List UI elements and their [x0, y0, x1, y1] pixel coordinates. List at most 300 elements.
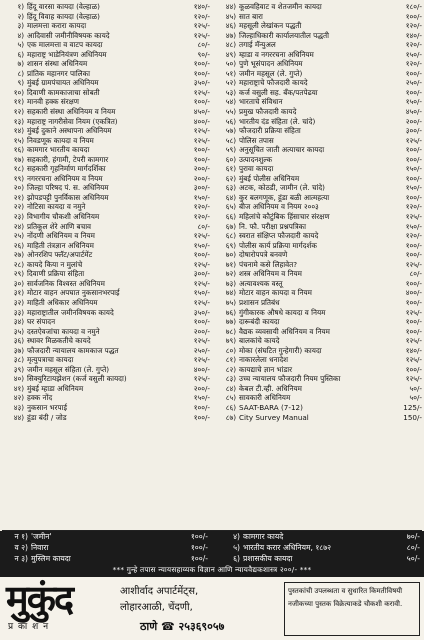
book-row	[2, 222, 210, 232]
book-row	[214, 308, 422, 318]
book-row	[214, 126, 422, 136]
book-price: १००/-	[193, 97, 210, 107]
book-row	[214, 288, 422, 298]
book-title: मोटार वाहन कायदा व नियम	[239, 288, 312, 298]
book-row	[214, 31, 422, 41]
book-price: १००/-	[193, 412, 210, 422]
book-list-right-column	[214, 2, 422, 530]
book-row	[214, 97, 422, 107]
book-row	[2, 355, 210, 365]
book-price: १५०/-	[193, 393, 210, 403]
book-price: १२५/-	[193, 87, 210, 97]
book-title: नोंदणी अधिनियम व नियम	[27, 231, 95, 241]
book-number: ५)	[17, 40, 24, 50]
book-row	[214, 393, 422, 403]
book-title: महिलांचे कौटुंबिक हिंसाचार संरक्षण	[239, 212, 330, 222]
book-number: १७)	[13, 154, 24, 164]
book-row	[2, 413, 210, 423]
book-price: १२०/-	[193, 202, 210, 212]
book-title: हुंडा बंदी / जोड	[27, 412, 67, 422]
book-row	[214, 403, 422, 413]
book-number: ६७)	[225, 221, 236, 231]
book-title: तगाई मॅन्युअल	[239, 40, 276, 50]
book-title: भारतीय दंड संहिता (ले. चांदे)	[239, 116, 316, 126]
book-price: १२०/-	[405, 59, 422, 69]
book-price: ३५०/-	[193, 307, 210, 317]
book-number: ५७)	[225, 126, 236, 136]
book-number: ६४)	[225, 192, 236, 202]
book-price: २५०/-	[405, 78, 422, 88]
book-price: १२५/-	[405, 135, 422, 145]
book-row	[214, 136, 422, 146]
book-number: ८६)	[225, 402, 236, 412]
special-book-number: ६)	[233, 554, 240, 563]
special-book-title: मुस्लिम कायदा	[31, 554, 71, 563]
book-price: ४००/-	[193, 116, 210, 126]
book-price: १५०/-	[405, 221, 422, 231]
book-number: ४६)	[225, 21, 236, 31]
book-title: महाराष्ट्राचे फौजदारी कायदे	[239, 78, 308, 88]
book-title: सहकारी संस्था अधिनियम व नियम	[27, 107, 116, 117]
book-row	[214, 365, 422, 375]
special-book-price: १००/-	[190, 543, 208, 552]
book-title: पुणे भूसंपादन अधिनियम	[239, 59, 303, 69]
book-price: १५०/-	[193, 240, 210, 250]
book-title: सावकारी अधिनियम	[239, 393, 291, 403]
book-price: ८०/-	[197, 221, 210, 231]
book-price: १००/-	[405, 364, 422, 374]
book-price: २००/-	[193, 173, 210, 183]
book-number: ४५)	[225, 11, 236, 21]
book-number: ५१)	[225, 68, 236, 78]
book-title: प्रतिकूल शेरे आणि बचाव	[27, 221, 92, 231]
book-price: १००/-	[405, 240, 422, 250]
book-title: मुंबई ग्रामपंचायत अधिनियम	[27, 78, 99, 88]
book-title: अनुसूचित जाती अत्याचार कायदा	[239, 145, 325, 155]
book-row	[214, 250, 422, 260]
book-title: City Survey Manual	[239, 412, 309, 422]
special-book-row	[0, 553, 424, 564]
book-number: ३१)	[13, 288, 24, 298]
book-price: 125/-	[403, 402, 422, 412]
book-number: ८१)	[225, 355, 236, 365]
book-row	[2, 393, 210, 403]
book-number: ८२)	[225, 364, 236, 374]
book-row	[2, 384, 210, 394]
book-number: ५६)	[225, 116, 236, 126]
book-row	[2, 250, 210, 260]
book-price: १८०/-	[405, 2, 422, 11]
book-row	[214, 88, 422, 98]
book-row	[2, 308, 210, 318]
book-number: १२)	[13, 107, 24, 117]
book-title: निवडणूक कायदा व नियम	[27, 135, 94, 145]
book-number: ७०)	[225, 250, 236, 260]
book-price: ३००/-	[193, 183, 210, 193]
book-row	[2, 231, 210, 241]
book-row	[2, 269, 210, 279]
book-row	[214, 317, 422, 327]
book-number: १)	[17, 2, 24, 11]
book-title: पोलिस तपास	[239, 135, 274, 145]
book-title: दिवाणी कामकाजाचा सोबती	[27, 87, 100, 97]
book-price: १४०/-	[405, 345, 422, 355]
book-row	[2, 346, 210, 356]
book-number: ७३)	[225, 278, 236, 288]
book-number: ५२)	[225, 78, 236, 88]
book-number: ६२)	[225, 173, 236, 183]
book-price: २००/-	[193, 326, 210, 336]
book-price: ४५०/-	[193, 107, 210, 117]
book-number: १६)	[13, 145, 24, 155]
book-title: झोपडपट्टी पुनर्विकास अधिनियम	[27, 192, 109, 202]
book-row	[214, 155, 422, 165]
book-number: ६)	[17, 49, 24, 59]
book-number: ५४)	[225, 97, 236, 107]
book-number: २८)	[13, 259, 24, 269]
book-row	[2, 40, 210, 50]
publisher-phone: ठाणे ☎ २५३६९०५७	[140, 620, 225, 633]
book-row	[2, 21, 210, 31]
book-row	[214, 40, 422, 50]
book-title: सिक्युरिटायझेशन (कर्ज वसुली कायदा)	[27, 374, 127, 384]
book-title: सहकारी, हंगामी, टेपरी कामगार	[27, 154, 109, 164]
book-price: १२५/-	[193, 135, 210, 145]
book-title: सात बारा	[239, 11, 263, 21]
book-row	[2, 202, 210, 212]
book-price: १००/-	[193, 402, 210, 412]
book-row	[214, 212, 422, 222]
book-price: १२५/-	[193, 374, 210, 384]
book-number: ८)	[17, 68, 24, 78]
book-title: मुंबई पोलीस अधिनियम	[239, 173, 300, 183]
book-title: आदिवासी जमीनीविषयक कायदे	[27, 30, 110, 40]
book-title: दारूबंदी कायदा	[239, 317, 280, 327]
book-row	[214, 117, 422, 127]
book-price: ४५०/-	[405, 107, 422, 117]
book-row	[214, 107, 422, 117]
book-price: १२५/-	[405, 259, 422, 269]
book-row	[2, 374, 210, 384]
book-title: बीज अधिनियम व नियम २००३	[239, 202, 319, 212]
book-price: १००/-	[193, 250, 210, 260]
book-number: ८७)	[225, 412, 236, 422]
book-row	[2, 59, 210, 69]
book-price: ५०/-	[409, 383, 422, 393]
book-price: १००/-	[405, 154, 422, 164]
special-book-row	[0, 531, 424, 542]
book-price: १००/-	[405, 192, 422, 202]
book-title: घर संपादन	[27, 317, 56, 327]
special-book-left	[0, 542, 212, 553]
book-row	[2, 183, 210, 193]
book-number: ३)	[17, 21, 24, 31]
book-price: ८०/-	[197, 40, 210, 50]
book-row	[2, 212, 210, 222]
book-row	[2, 298, 210, 308]
book-row	[214, 222, 422, 232]
book-price: १४०/-	[405, 30, 422, 40]
book-row	[2, 107, 210, 117]
book-number: ७२)	[225, 269, 236, 279]
book-title: अटक, कोठडी, जामीन (ले. चांदे)	[239, 183, 325, 193]
book-number: २२)	[13, 202, 24, 212]
book-number: १०)	[13, 87, 24, 97]
book-row	[214, 164, 422, 174]
book-row	[2, 145, 210, 155]
book-row	[2, 317, 210, 327]
book-price: १००/-	[193, 145, 210, 155]
book-number: ४३)	[13, 402, 24, 412]
book-number: ३६)	[13, 336, 24, 346]
book-row	[214, 279, 422, 289]
book-title: हक्क नोंद	[27, 393, 53, 403]
book-number: २०)	[13, 183, 24, 193]
book-price: ८०/-	[409, 269, 422, 279]
book-number: ६०)	[225, 154, 236, 164]
book-row	[2, 365, 210, 375]
book-price: १२५/-	[405, 212, 422, 222]
book-row	[2, 136, 210, 146]
book-price: १००/-	[193, 317, 210, 327]
book-title: कायद्याचे ज्ञान भांडार	[239, 364, 293, 374]
book-row	[2, 88, 210, 98]
book-title: विभागीय चौकशी अधिनियम	[27, 212, 100, 222]
book-number: २९)	[13, 269, 24, 279]
book-number: २७)	[13, 250, 24, 260]
special-book-right	[212, 553, 424, 564]
book-number: ८४)	[225, 383, 236, 393]
book-title: एक मालमत्ता व वाटप कायदा	[27, 40, 103, 50]
book-title: कूळवहिवाट व शेतजमीन कायदा	[239, 2, 322, 11]
book-title: मृत्युपत्राचा कायदा	[27, 355, 74, 365]
book-price: ९०/-	[197, 49, 210, 59]
book-title: SAAT-BARA (7-12)	[239, 402, 303, 412]
book-price: 150/-	[403, 412, 422, 422]
book-title: अत्यावश्यक वस्तू	[239, 278, 283, 288]
book-price: १२५/-	[405, 355, 422, 365]
special-book-footer: *** गुन्हे तपास न्यायसहाय्यक विज्ञान आणि न्यायवैद्यकशास्त्र २००/- ***	[112, 565, 312, 574]
book-price: ३००/-	[405, 126, 422, 136]
special-book-price: १००/-	[190, 554, 208, 563]
book-price: १००/-	[193, 68, 210, 78]
book-price: १००/-	[405, 11, 422, 21]
book-number: ३५)	[13, 326, 24, 336]
book-price: १५०/-	[405, 49, 422, 59]
book-price: १२५/-	[405, 336, 422, 346]
book-title: दस्तऐवजांचा कायदा व नमुने	[27, 326, 100, 336]
book-row	[214, 193, 422, 203]
book-number: ५५)	[225, 107, 236, 117]
book-number: २६)	[13, 240, 24, 250]
book-title: स्वरात संक्षिप्त फौजदारी कायदे	[239, 231, 319, 241]
book-row	[214, 59, 422, 69]
book-title: ओनरशिप फ्लॅट/अपार्टमेंट	[27, 250, 93, 260]
book-row	[214, 145, 422, 155]
book-title: मोका (संघटित गुन्हेगारी) कायदा	[239, 345, 322, 355]
book-title: म्हाडा व नगररचना अधिनियम	[239, 49, 314, 59]
book-number: ६१)	[225, 164, 236, 174]
book-price: १२५/-	[193, 30, 210, 40]
book-title: नि. फौ. परीक्षा प्रश्नपत्रिका	[239, 221, 307, 231]
book-title: हिंदू वारसा कायदा (वेल्हाळ)	[27, 2, 100, 11]
book-number: २४)	[13, 221, 24, 231]
book-title: स्थावर मिळकतीचे कायदे	[27, 336, 91, 346]
publisher-address-line1: आशीर्वाद अपार्टमेंट्स,	[120, 586, 199, 597]
book-price: १२५/-	[193, 278, 210, 288]
book-number: ७४)	[225, 288, 236, 298]
book-row	[214, 355, 422, 365]
publisher-subtitle: प्र का श न	[8, 622, 50, 632]
book-list-left-column	[2, 2, 210, 530]
book-title: सार्वजनिक विश्वस्त अधिनियम	[27, 278, 105, 288]
book-number: ६८)	[225, 231, 236, 241]
book-row	[2, 241, 210, 251]
special-book-row	[0, 542, 424, 553]
publisher-logo: मुकुंद	[6, 576, 73, 621]
book-price: ५०/-	[409, 393, 422, 403]
book-row	[2, 69, 210, 79]
book-row	[2, 117, 210, 127]
book-price: १००/-	[405, 326, 422, 336]
book-price: १२५/-	[193, 297, 210, 307]
book-price: १५०/-	[193, 192, 210, 202]
book-price: १५०/-	[405, 97, 422, 107]
book-number: १८)	[13, 164, 24, 174]
book-title: उत्पादनशुल्क	[239, 154, 273, 164]
book-row	[214, 374, 422, 384]
book-title: प्रशासन प्रतिबंध	[239, 297, 280, 307]
book-row	[2, 155, 210, 165]
book-title: हिंदू विवाह कायदा (वेल्हाळ)	[27, 11, 100, 21]
book-title: गुंगीकारक औषधे कायदा व नियम	[239, 307, 326, 317]
book-price: ३५०/-	[193, 78, 210, 88]
book-number: ३८)	[13, 355, 24, 365]
book-number: ३३)	[13, 307, 24, 317]
book-number: ४७)	[225, 30, 236, 40]
book-number: ६३)	[225, 183, 236, 193]
book-number: १४)	[13, 126, 24, 136]
special-book-left	[0, 553, 212, 564]
book-title: कायदे किया न मुलांचे	[27, 259, 83, 269]
book-row	[214, 12, 422, 22]
book-title: महाराष्ट्रातील जमीनविषयक कायदे	[27, 307, 114, 317]
special-book-price: ८०/-	[406, 543, 420, 552]
book-title: नाकारलेला धनादेश	[239, 355, 289, 365]
book-price: ४००/-	[405, 288, 422, 298]
book-row	[2, 288, 210, 298]
book-title: प्रमुख फौजदारी कायदे	[239, 107, 297, 117]
book-price: १००/-	[405, 297, 422, 307]
special-book-title: कामगार कायदे	[243, 532, 284, 541]
book-title: प्रांतिक महानगर पालिका	[27, 68, 91, 78]
book-price: १२५/-	[193, 259, 210, 269]
book-price: १००/-	[405, 250, 422, 260]
book-price: १२५/-	[193, 231, 210, 241]
book-title: महाराष्ट्र नागरीसेवा नियम (एकत्रित)	[27, 116, 118, 126]
book-price: १२५/-	[405, 307, 422, 317]
book-number: ७७)	[225, 317, 236, 327]
availability-note: पुस्तकांची उपलब्धता व सुधारित किमतीविषयी नजीकच्या पुस्तक विक्रेत्याकडे चौकशी करावी.	[284, 582, 420, 636]
book-price: १००/-	[405, 278, 422, 288]
book-title: सहकारी गृहनिर्माण मार्गदर्शिका	[27, 164, 106, 174]
book-title: महाराष्ट्र भाडेनियंत्रण अधिनियम	[27, 49, 107, 59]
book-price: १००/-	[193, 59, 210, 69]
book-price: १२०/-	[193, 212, 210, 222]
book-title: कामगार भारतीय कायदा	[27, 145, 90, 155]
book-price: १२५/-	[405, 374, 422, 384]
book-title: माहिती तंत्रज्ञान अधिनियम	[27, 240, 94, 250]
special-book-title: भारतीय करार अधिनियम, १८७२	[243, 543, 332, 552]
book-row	[214, 327, 422, 337]
book-title: उच्च न्यायालय फौजदारी नियम पुस्तिका	[239, 374, 341, 384]
book-title: पंचनामे कसे लिहावेत?	[239, 259, 298, 269]
book-title: कुर बलगणूक, हुंडा बळी आत्महत्या	[239, 192, 330, 202]
book-row	[214, 260, 422, 270]
book-row	[214, 269, 422, 279]
book-number: ६९)	[225, 240, 236, 250]
special-book-title: 'जमीन'	[31, 532, 52, 541]
book-price: १५०/-	[193, 288, 210, 298]
book-price: १००/-	[405, 68, 422, 78]
book-number: ५०)	[225, 59, 236, 69]
book-price: ३००/-	[193, 269, 210, 279]
book-price: १२०/-	[405, 202, 422, 212]
book-title: मुंबई म्हाडा अधिनियम	[27, 383, 84, 393]
book-title: भारताचे संविधान	[239, 97, 283, 107]
book-title: जमीन महसूल संहिता (ले. गुप्ते)	[27, 364, 110, 374]
book-number: ८३)	[225, 374, 236, 384]
book-title: जिल्हाधिकारी कार्यालयातील पद्धती	[239, 30, 329, 40]
book-title: दोषारोपपत्रे बनवणे	[239, 250, 288, 260]
book-number: ९)	[17, 78, 24, 88]
book-number: ७८)	[225, 326, 236, 336]
book-title: कर्ज वसुली सह. बँक/पतपेढया	[239, 87, 318, 97]
book-title: माहिती अधिकार अधिनियम	[27, 297, 98, 307]
book-number: ६६)	[225, 212, 236, 222]
book-price: १००/-	[193, 154, 210, 164]
book-number: १३)	[13, 116, 24, 126]
special-book-left	[0, 531, 212, 542]
book-row	[2, 327, 210, 337]
book-price: १२५/-	[193, 355, 210, 365]
special-books-band	[0, 531, 424, 577]
book-price: १४०/-	[193, 2, 210, 11]
book-number: ४१)	[13, 383, 24, 393]
book-price: १००/-	[405, 87, 422, 97]
book-row	[214, 413, 422, 423]
book-title: मोटार वाहन अपघात नुकसानभरपाई	[27, 288, 120, 298]
book-title: वैद्यक व्यवसायी अधिनियम व नियम	[239, 326, 330, 336]
book-number: ३०)	[13, 278, 24, 288]
special-book-price: १००/-	[190, 532, 208, 541]
book-row	[214, 384, 422, 394]
book-title: महसूली लेखांकन पद्धती	[239, 21, 302, 31]
book-row	[214, 2, 422, 12]
book-title: मानवी हक्क संरक्षण	[27, 97, 79, 107]
special-book-price: ५०/-	[406, 554, 420, 563]
book-number: ६५)	[225, 202, 236, 212]
book-number: ७१)	[225, 259, 236, 269]
book-number: ५८)	[225, 135, 236, 145]
book-number: ५३)	[225, 87, 236, 97]
book-price: १००/-	[405, 317, 422, 327]
book-price: २००/-	[405, 116, 422, 126]
book-price: १२५/-	[193, 126, 210, 136]
book-title: मुंबई दुकाने अस्थापना अधिनियम	[27, 126, 112, 136]
book-number: ३९)	[13, 364, 24, 374]
special-book-number: न ३)	[14, 554, 28, 563]
